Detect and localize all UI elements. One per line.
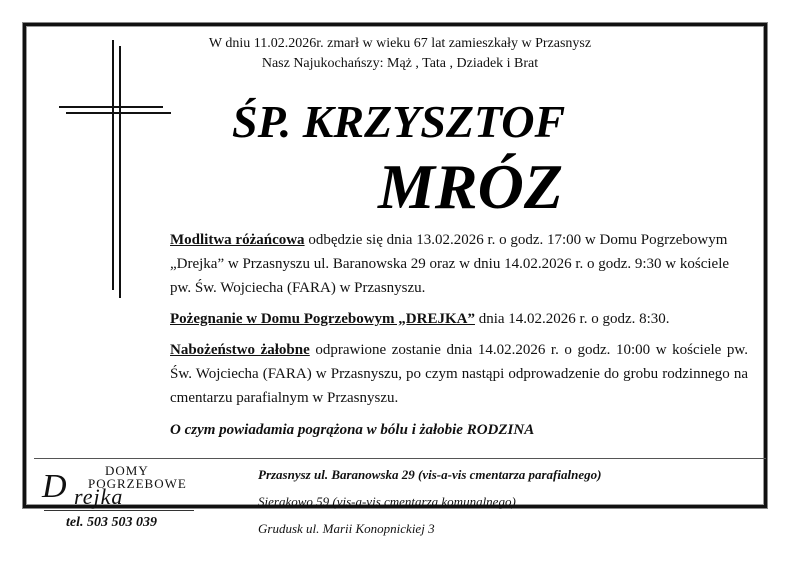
logo-pogrzebowe: POGRZEBOWE — [88, 476, 187, 491]
mass-text: odprawione zostanie dnia 14.02.2026 r. o godz. 10:00 w kościele pw. Św. Wojciecha (FARA) w Przasnyszu, po czym nastąpi odprowadzenie do grobu rodzinnego na cmentarzu parafialnym w Przasnyszu. — [170, 342, 748, 406]
phone-number: tel. 503 503 039 — [66, 515, 157, 530]
address-1: Przasnysz ul. Baranowska 29 (vis-a-vis cmentarza parafialnego) — [258, 467, 602, 482]
header-line-2: Nasz Najukochańszy: Mąż , Tata , Dziadek i Brat — [261, 56, 539, 71]
prayer-heading: Modlitwa różańcowa — [170, 232, 305, 248]
logo-underline — [44, 510, 194, 511]
logo-name: rejka — [74, 484, 124, 509]
address-3: Grudusk ul. Marii Konopnickiej 3 — [258, 521, 435, 536]
closing-text: O czym powiadamia pogrążona w bólu i żałobie RODZINA — [170, 422, 535, 438]
prayer-text: odbędzie się dnia 13.02.2026 r. o godz. 17:00 w Domu Pogrzebowym „Drejka” w Przasnyszu ul. Baranowska 29 oraz w dniu 14.02.2026 r. o godz. 9:30 w kościele pw. Św. Wojciecha (FARA) w Przasnyszu. — [170, 232, 730, 296]
mass-heading: Nabożeństwo żałobne — [170, 342, 310, 358]
farewell-heading: Pożegnanie w Domu Pogrzebowym „DREJKA” — [170, 311, 475, 327]
mass-paragraph — [170, 338, 748, 410]
logo-initial: D — [42, 468, 67, 505]
header-line-1: W dniu 11.02.2026r. zmarł w wieku 67 lat zamieszkały w Przasnysz — [208, 36, 592, 51]
farewell-text: dnia 14.02.2026 r. o godz. 8:30. — [474, 311, 670, 327]
footer-divider — [34, 458, 766, 459]
prayer-paragraph — [170, 228, 748, 300]
logo-domy: DOMY — [105, 463, 149, 478]
name-last: MRÓZ — [378, 151, 563, 222]
farewell-paragraph — [170, 307, 748, 331]
address-2: Sierakowo 59 (vis-a-vis cmentarza komunalnego) — [258, 494, 516, 509]
name-first: ŚP. KRZYSZTOF — [232, 96, 566, 147]
